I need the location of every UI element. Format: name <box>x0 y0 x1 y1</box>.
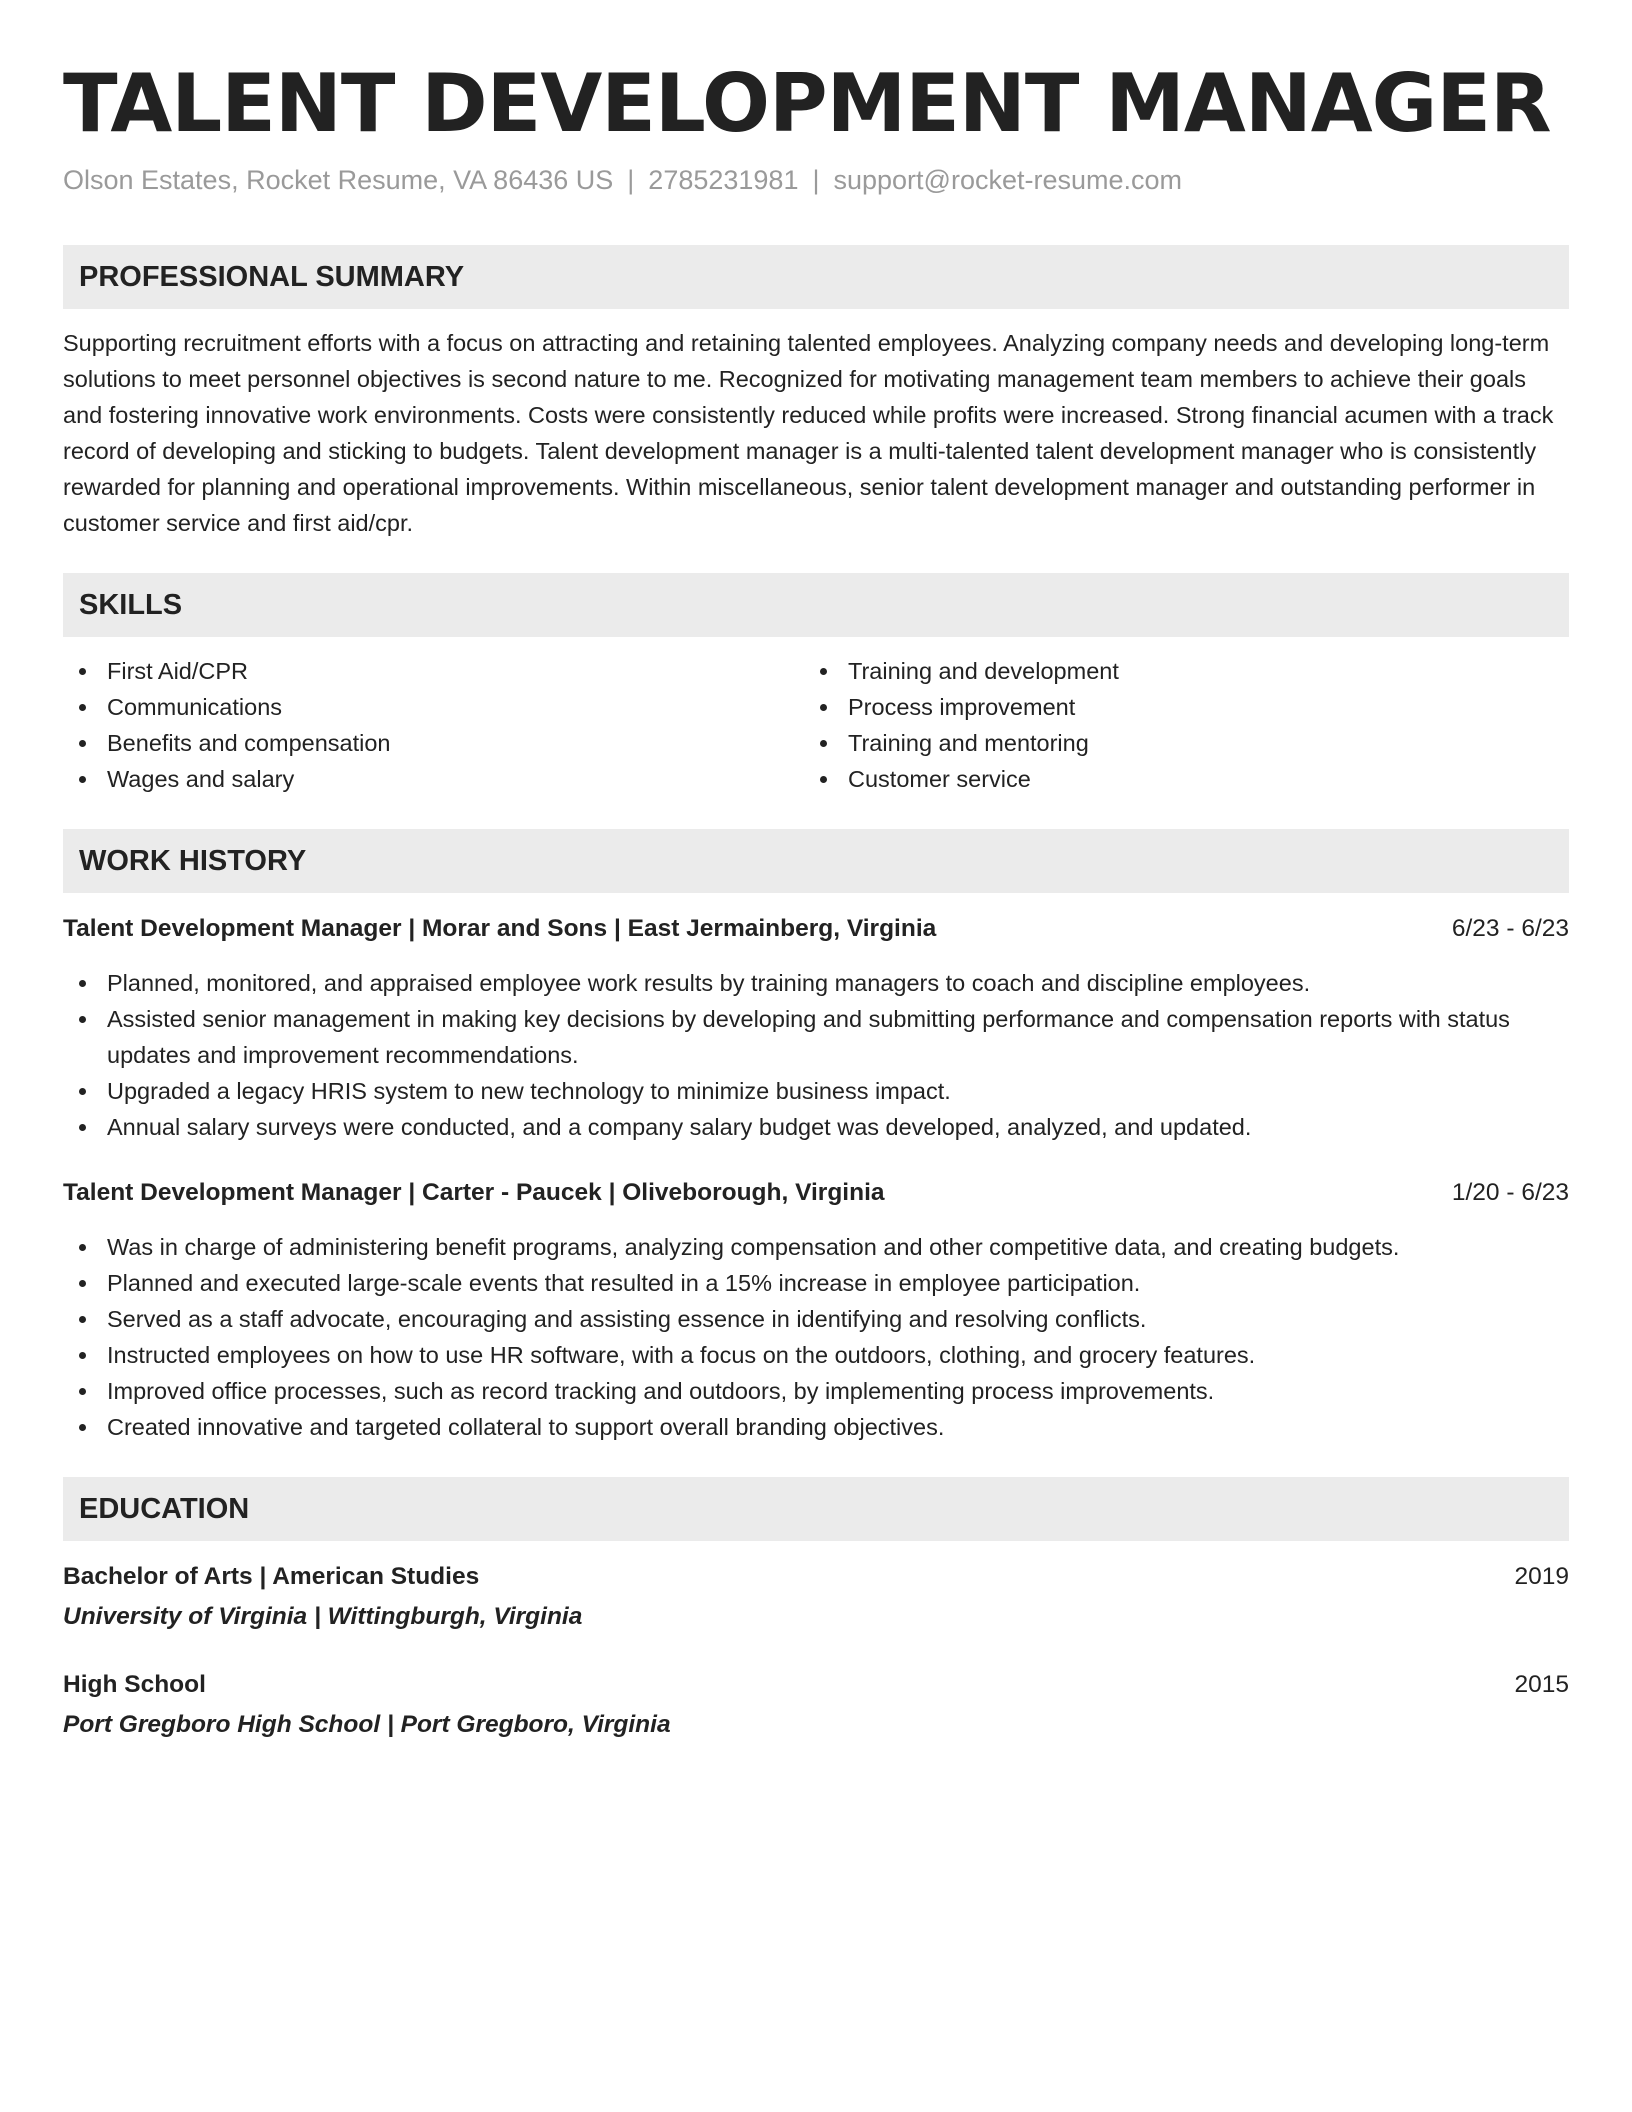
job-bullet: Upgraded a legacy HRIS system to new technology to minimize business impact. <box>63 1073 1569 1109</box>
job-bullet: Created innovative and targeted collateral to support overall branding objectives. <box>63 1409 1569 1445</box>
skill-item: Wages and salary <box>63 761 804 797</box>
education-header <box>63 1667 1569 1703</box>
job-entry <box>63 911 1569 1145</box>
contact-email: support@rocket-resume.com <box>833 165 1183 195</box>
skill-item: Training and development <box>804 653 1569 689</box>
contact-separator: | <box>812 165 820 195</box>
education-heading: EDUCATION <box>63 1477 1569 1541</box>
skill-item: Training and mentoring <box>804 725 1569 761</box>
education-entry <box>63 1667 1569 1745</box>
summary-text: Supporting recruitment efforts with a focus on attracting and retaining talented employees. Analyzing company needs and developing long-term solutions to meet personnel objectives is second nature to me. Recognized for motivating management team members to achieve their goals and fostering innovative work environments. Costs were consistently reduced while profits were increased. Strong financial acumen with a track record of developing and sticking to budgets. Talent development manager is a multi-talented talent development manager who is consistently rewarded for planning and operational improvements. Within miscellaneous, senior talent development manager and outstanding performer in customer service and first aid/cpr. <box>63 330 1554 536</box>
job-bullet: Annual salary surveys were conducted, and a company salary budget was developed, analyzed, and updated. <box>63 1109 1569 1145</box>
education-year: 2015 <box>1514 1671 1569 1698</box>
skills-list-left <box>63 653 804 797</box>
skill-item: Communications <box>63 689 804 725</box>
education-school: Port Gregboro High School | Port Gregboro, Virginia <box>63 1711 671 1738</box>
skill-item: First Aid/CPR <box>63 653 804 689</box>
contact-separator: | <box>627 165 635 195</box>
education-header <box>63 1559 1569 1595</box>
job-title: Talent Development Manager | Carter - Paucek | Oliveborough, Virginia <box>63 1179 885 1206</box>
education-entry <box>63 1559 1569 1637</box>
contact-address: Olson Estates, Rocket Resume, VA 86436 US <box>63 165 614 195</box>
job-bullets <box>63 1229 1569 1445</box>
job-bullet: Planned, monitored, and appraised employee work results by training managers to coach and discipline employees. <box>63 965 1569 1001</box>
job-dates: 6/23 - 6/23 <box>1451 915 1569 942</box>
education-degree: High School <box>63 1671 206 1698</box>
job-title: Talent Development Manager | Morar and Sons | East Jermainberg, Virginia <box>63 915 937 942</box>
contact-line <box>63 162 1569 198</box>
skill-item: Process improvement <box>804 689 1569 725</box>
education-school: University of Virginia | Wittingburgh, Virginia <box>63 1603 583 1630</box>
job-entry <box>63 1175 1569 1445</box>
job-bullet: Was in charge of administering benefit programs, analyzing compensation and other competitive data, and creating budgets. <box>63 1229 1569 1265</box>
job-bullets <box>63 965 1569 1145</box>
skills-heading: SKILLS <box>63 573 1569 637</box>
contact-phone: 2785231981 <box>648 165 799 195</box>
job-bullet: Planned and executed large-scale events that resulted in a 15% increase in employee participation. <box>63 1265 1569 1301</box>
resume-name: TALENT DEVELOPMENT MANAGER <box>63 57 1551 150</box>
job-bullet: Assisted senior management in making key decisions by developing and submitting performance and compensation reports with status updates and improvement recommendations. <box>63 1001 1569 1073</box>
education-year: 2019 <box>1514 1563 1569 1590</box>
work-heading: WORK HISTORY <box>63 829 1569 893</box>
skills-grid <box>63 653 1569 797</box>
summary-heading: PROFESSIONAL SUMMARY <box>63 245 1569 309</box>
skill-item: Customer service <box>804 761 1569 797</box>
job-header <box>63 1175 1569 1211</box>
skills-list-right <box>804 653 1569 797</box>
education-degree: Bachelor of Arts | American Studies <box>63 1563 480 1590</box>
job-dates: 1/20 - 6/23 <box>1451 1179 1569 1206</box>
job-bullet: Served as a staff advocate, encouraging and assisting essence in identifying and resolving conflicts. <box>63 1301 1569 1337</box>
job-bullet: Instructed employees on how to use HR software, with a focus on the outdoors, clothing, and grocery features. <box>63 1337 1569 1373</box>
skill-item: Benefits and compensation <box>63 725 804 761</box>
job-header <box>63 911 1569 947</box>
job-bullet: Improved office processes, such as record tracking and outdoors, by implementing process improvements. <box>63 1373 1569 1409</box>
